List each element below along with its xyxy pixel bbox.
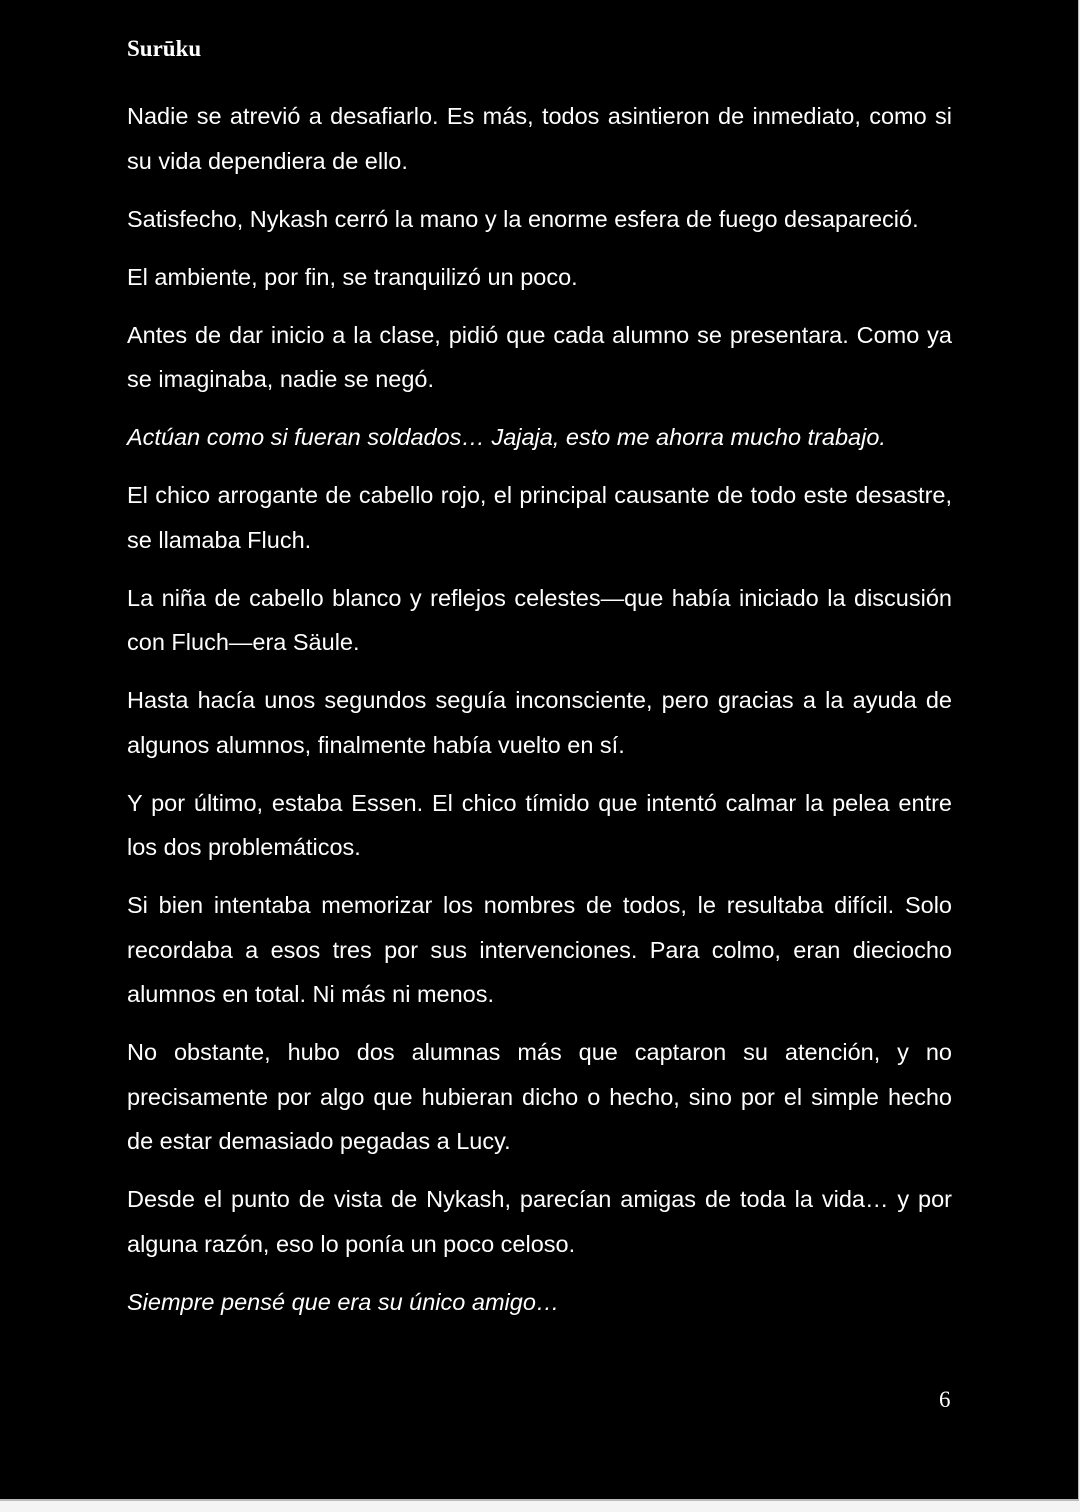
paragraph: Antes de dar inicio a la clase, pidió que cada alumno se presentara. Como ya se imaginaba, nadie se negó. — [127, 321, 952, 392]
paragraph: Si bien intentaba memorizar los nombres de todos, le resultaba difícil. Solo recordaba a esos tres por sus intervenciones. Para colmo, eran dieciocho alumnos en total. Ni más ni menos. — [127, 892, 952, 1007]
paragraph-italic: Actúan como si fueran soldados… Jajaja, esto me ahorra mucho trabajo. — [127, 424, 886, 450]
paragraph: El ambiente, por fin, se tranquilizó un poco. — [127, 263, 578, 290]
page-number: 6 — [939, 1387, 951, 1412]
paragraph: Hasta hacía unos segundos seguía inconsciente, pero gracias a la ayuda de algunos alumnos, finalmente había vuelto en sí. — [127, 687, 952, 758]
body-text — [127, 94, 952, 1338]
paragraph: Y por último, estaba Essen. El chico tímido que intentó calmar la pelea entre los dos problemáticos. — [127, 789, 952, 860]
paragraph: La niña de cabello blanco y reflejos celestes—que había iniciado la discusión con Fluch—era Säule. — [127, 584, 952, 655]
paragraph: El chico arrogante de cabello rojo, el principal causante de todo este desastre, se llamaba Fluch. — [127, 482, 952, 553]
paragraph: Nadie se atrevió a desafiarlo. Es más, todos asintieron de inmediato, como si su vida dependiera de ello. — [127, 103, 952, 174]
paragraph: No obstante, hubo dos alumnas más que captaron su atención, y no precisamente por algo que hubieran dicho o hecho, sino por el simple hecho de estar demasiado pegadas a Lucy. — [127, 1039, 952, 1154]
paragraph-italic: Siempre pensé que era su único amigo… — [127, 1288, 560, 1315]
paragraph: Satisfecho, Nykash cerró la mano y la enorme esfera de fuego desapareció. — [127, 205, 919, 232]
paragraph: Desde el punto de vista de Nykash, parecían amigas de toda la vida… y por alguna razón, eso lo ponía un poco celoso. — [127, 1186, 952, 1257]
running-header: Surūku — [127, 36, 202, 61]
